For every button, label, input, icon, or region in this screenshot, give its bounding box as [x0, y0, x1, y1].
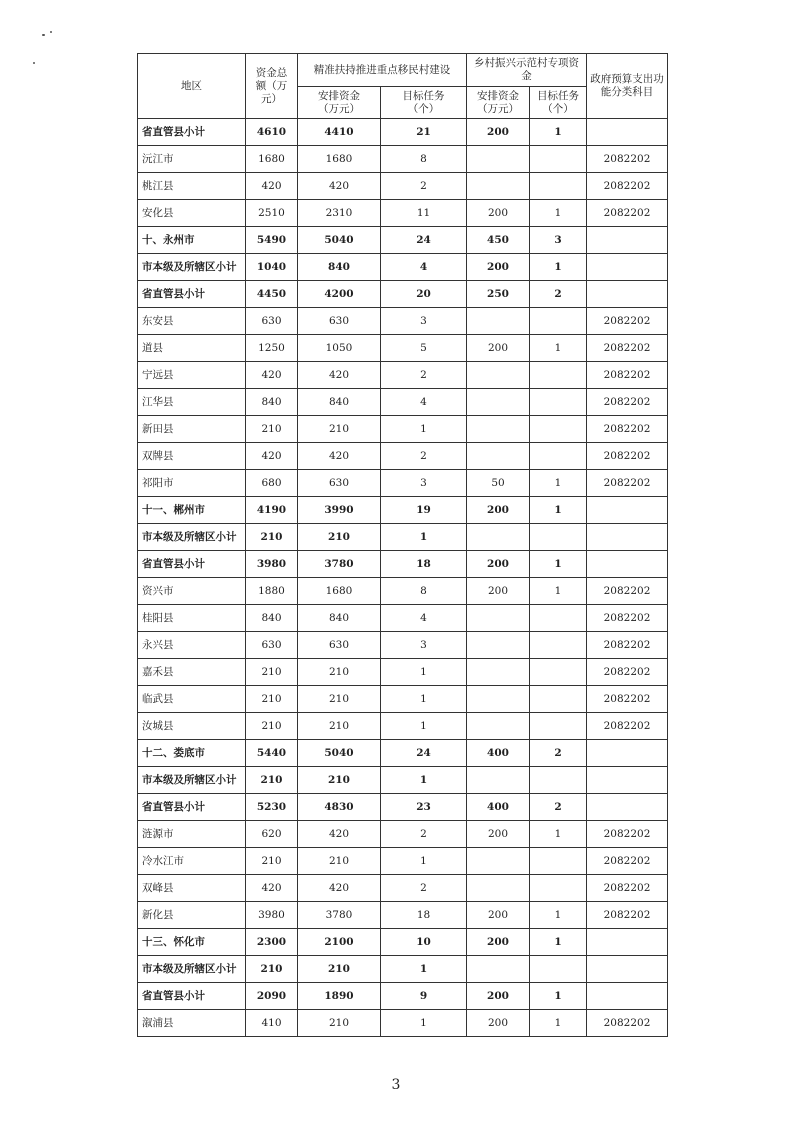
cell-g2-funds: [467, 956, 530, 983]
scan-speck: [50, 31, 52, 33]
cell-g2-funds: 200: [467, 497, 530, 524]
cell-region: 宁远县: [138, 362, 246, 389]
cell-total: 210: [246, 956, 298, 983]
cell-g2-funds: [467, 632, 530, 659]
cell-code: 2082202: [587, 200, 668, 227]
table-row: [138, 254, 668, 281]
cell-g2-funds: [467, 767, 530, 794]
cell-g2-funds: [467, 443, 530, 470]
cell-g1-tasks: 2: [381, 821, 467, 848]
cell-region: 汝城县: [138, 713, 246, 740]
cell-code: 2082202: [587, 713, 668, 740]
cell-g1-tasks: 19: [381, 497, 467, 524]
cell-total: 420: [246, 173, 298, 200]
cell-g2-funds: 200: [467, 335, 530, 362]
cell-code: [587, 524, 668, 551]
cell-g2-tasks: 1: [530, 902, 587, 929]
cell-code: 2082202: [587, 902, 668, 929]
cell-code: 2082202: [587, 443, 668, 470]
table-row: [138, 578, 668, 605]
cell-code: 2082202: [587, 821, 668, 848]
table-row: [138, 902, 668, 929]
cell-code: 2082202: [587, 389, 668, 416]
cell-g1-funds: 210: [298, 713, 381, 740]
header-g1-funds: 安排资金（万元）: [298, 87, 381, 119]
cell-code: 2082202: [587, 578, 668, 605]
cell-code: [587, 983, 668, 1010]
cell-total: 410: [246, 1010, 298, 1037]
cell-g1-funds: 420: [298, 821, 381, 848]
cell-g2-funds: [467, 416, 530, 443]
cell-region: 涟源市: [138, 821, 246, 848]
cell-g1-tasks: 1: [381, 659, 467, 686]
cell-g1-tasks: 5: [381, 335, 467, 362]
cell-code: 2082202: [587, 1010, 668, 1037]
cell-region: 市本级及所辖区小计: [138, 254, 246, 281]
cell-g2-tasks: [530, 443, 587, 470]
cell-g2-tasks: [530, 308, 587, 335]
table-row: [138, 551, 668, 578]
cell-total: 1040: [246, 254, 298, 281]
cell-g2-funds: 200: [467, 578, 530, 605]
cell-g1-tasks: 3: [381, 470, 467, 497]
cell-code: [587, 767, 668, 794]
scan-speck: [42, 34, 45, 36]
cell-g2-funds: 200: [467, 551, 530, 578]
cell-region: 冷水江市: [138, 848, 246, 875]
cell-g2-funds: 200: [467, 929, 530, 956]
cell-total: 210: [246, 659, 298, 686]
cell-g2-funds: [467, 362, 530, 389]
cell-g2-tasks: 1: [530, 497, 587, 524]
cell-region: 桃江县: [138, 173, 246, 200]
cell-total: 840: [246, 605, 298, 632]
cell-code: 2082202: [587, 659, 668, 686]
cell-region: 临武县: [138, 686, 246, 713]
cell-region: 双牌县: [138, 443, 246, 470]
table-row: [138, 983, 668, 1010]
cell-g1-tasks: 3: [381, 308, 467, 335]
cell-code: 2082202: [587, 173, 668, 200]
cell-g1-funds: 210: [298, 848, 381, 875]
cell-region: 省直管县小计: [138, 551, 246, 578]
cell-g1-funds: 210: [298, 767, 381, 794]
table-row: [138, 767, 668, 794]
header-resettlement-village-group: 精准扶持推进重点移民村建设: [298, 54, 467, 87]
cell-g2-tasks: 1: [530, 470, 587, 497]
table-row: [138, 686, 668, 713]
cell-total: 1680: [246, 146, 298, 173]
cell-g1-funds: 3780: [298, 551, 381, 578]
cell-g1-funds: 4410: [298, 119, 381, 146]
table-row: [138, 821, 668, 848]
cell-region: 市本级及所辖区小计: [138, 767, 246, 794]
cell-code: [587, 794, 668, 821]
table-row: [138, 443, 668, 470]
cell-g2-tasks: 3: [530, 227, 587, 254]
cell-g2-tasks: 2: [530, 794, 587, 821]
cell-g1-funds: 210: [298, 1010, 381, 1037]
cell-g2-funds: 200: [467, 902, 530, 929]
cell-total: 5440: [246, 740, 298, 767]
cell-g1-funds: 4830: [298, 794, 381, 821]
cell-g2-tasks: [530, 146, 587, 173]
cell-total: 210: [246, 767, 298, 794]
cell-region: 新田县: [138, 416, 246, 443]
cell-g1-tasks: 20: [381, 281, 467, 308]
cell-region: 江华县: [138, 389, 246, 416]
table-row: [138, 470, 668, 497]
cell-g2-tasks: 1: [530, 551, 587, 578]
scan-speck: [33, 62, 35, 64]
table-row: [138, 146, 668, 173]
cell-g2-tasks: [530, 362, 587, 389]
cell-g2-tasks: 1: [530, 821, 587, 848]
cell-total: 210: [246, 713, 298, 740]
cell-g1-funds: 3780: [298, 902, 381, 929]
cell-g1-tasks: 18: [381, 551, 467, 578]
cell-g1-tasks: 2: [381, 875, 467, 902]
cell-g1-tasks: 3: [381, 632, 467, 659]
cell-region: 省直管县小计: [138, 281, 246, 308]
cell-g2-tasks: [530, 416, 587, 443]
cell-region: 十一、郴州市: [138, 497, 246, 524]
cell-total: 210: [246, 686, 298, 713]
cell-code: [587, 254, 668, 281]
cell-g1-funds: 630: [298, 470, 381, 497]
cell-g2-tasks: [530, 956, 587, 983]
header-total-funds: 资金总额（万元）: [246, 54, 298, 119]
cell-g1-funds: 1680: [298, 146, 381, 173]
cell-g1-tasks: 1: [381, 416, 467, 443]
table-row: [138, 119, 668, 146]
cell-g1-funds: 840: [298, 389, 381, 416]
cell-code: [587, 740, 668, 767]
cell-total: 420: [246, 875, 298, 902]
cell-region: 双峰县: [138, 875, 246, 902]
cell-total: 210: [246, 416, 298, 443]
cell-g2-tasks: 1: [530, 119, 587, 146]
header-region: 地区: [138, 54, 246, 119]
cell-region: 市本级及所辖区小计: [138, 524, 246, 551]
cell-g2-funds: 200: [467, 821, 530, 848]
table-row: [138, 632, 668, 659]
table-row: [138, 281, 668, 308]
cell-code: [587, 956, 668, 983]
cell-g2-tasks: 1: [530, 254, 587, 281]
cell-code: 2082202: [587, 308, 668, 335]
cell-g1-tasks: 1: [381, 767, 467, 794]
cell-g1-tasks: 10: [381, 929, 467, 956]
cell-g2-tasks: 1: [530, 335, 587, 362]
cell-g2-funds: 200: [467, 983, 530, 1010]
cell-total: 2510: [246, 200, 298, 227]
table-row: [138, 173, 668, 200]
cell-g1-tasks: 21: [381, 119, 467, 146]
cell-code: 2082202: [587, 335, 668, 362]
cell-total: 3980: [246, 902, 298, 929]
cell-total: 620: [246, 821, 298, 848]
cell-g2-funds: 200: [467, 1010, 530, 1037]
cell-code: 2082202: [587, 146, 668, 173]
table-row: [138, 497, 668, 524]
cell-code: [587, 281, 668, 308]
cell-g2-tasks: 1: [530, 200, 587, 227]
cell-region: 省直管县小计: [138, 119, 246, 146]
header-budget-code: 政府预算支出功能分类科目: [587, 54, 668, 119]
cell-g1-tasks: 24: [381, 227, 467, 254]
cell-g2-funds: 400: [467, 794, 530, 821]
cell-g1-funds: 420: [298, 875, 381, 902]
table-row: [138, 389, 668, 416]
cell-g2-funds: [467, 173, 530, 200]
cell-g1-tasks: 8: [381, 578, 467, 605]
cell-g2-tasks: [530, 605, 587, 632]
cell-total: 1880: [246, 578, 298, 605]
header-g1-tasks: 目标任务（个）: [381, 87, 467, 119]
table-row: [138, 794, 668, 821]
cell-g2-tasks: [530, 767, 587, 794]
cell-g1-tasks: 24: [381, 740, 467, 767]
cell-g2-tasks: 2: [530, 740, 587, 767]
cell-g1-funds: 4200: [298, 281, 381, 308]
cell-g1-funds: 1050: [298, 335, 381, 362]
cell-g1-tasks: 11: [381, 200, 467, 227]
table-row: [138, 1010, 668, 1037]
cell-g1-tasks: 2: [381, 443, 467, 470]
cell-total: 630: [246, 632, 298, 659]
cell-region: 十、永州市: [138, 227, 246, 254]
cell-region: 十三、怀化市: [138, 929, 246, 956]
cell-g1-tasks: 1: [381, 524, 467, 551]
cell-g1-tasks: 1: [381, 956, 467, 983]
cell-g1-funds: 210: [298, 956, 381, 983]
cell-g1-funds: 420: [298, 362, 381, 389]
cell-total: 420: [246, 443, 298, 470]
cell-g2-tasks: [530, 848, 587, 875]
table-row: [138, 605, 668, 632]
cell-g1-funds: 3990: [298, 497, 381, 524]
cell-g2-funds: [467, 713, 530, 740]
cell-code: 2082202: [587, 848, 668, 875]
cell-g2-tasks: 1: [530, 983, 587, 1010]
cell-g1-funds: 840: [298, 254, 381, 281]
cell-g1-funds: 210: [298, 659, 381, 686]
cell-total: 4450: [246, 281, 298, 308]
cell-code: 2082202: [587, 605, 668, 632]
cell-code: 2082202: [587, 686, 668, 713]
cell-code: [587, 119, 668, 146]
cell-code: [587, 227, 668, 254]
cell-g2-tasks: [530, 173, 587, 200]
cell-region: 沅江市: [138, 146, 246, 173]
cell-code: [587, 929, 668, 956]
cell-g2-funds: [467, 605, 530, 632]
cell-region: 桂阳县: [138, 605, 246, 632]
cell-g2-tasks: [530, 632, 587, 659]
cell-total: 630: [246, 308, 298, 335]
cell-g2-funds: 200: [467, 254, 530, 281]
table-row: [138, 740, 668, 767]
cell-total: 4610: [246, 119, 298, 146]
cell-g1-funds: 5040: [298, 740, 381, 767]
cell-region: 溆浦县: [138, 1010, 246, 1037]
cell-g1-tasks: 1: [381, 1010, 467, 1037]
table-row: [138, 335, 668, 362]
cell-g1-funds: 2100: [298, 929, 381, 956]
cell-total: 210: [246, 524, 298, 551]
cell-total: 420: [246, 362, 298, 389]
cell-g1-tasks: 4: [381, 605, 467, 632]
cell-g2-funds: [467, 308, 530, 335]
cell-g2-tasks: 1: [530, 929, 587, 956]
header-g2-tasks: 目标任务（个）: [530, 87, 587, 119]
cell-g1-funds: 1680: [298, 578, 381, 605]
cell-g1-tasks: 8: [381, 146, 467, 173]
cell-region: 省直管县小计: [138, 794, 246, 821]
cell-g2-funds: [467, 659, 530, 686]
cell-code: [587, 551, 668, 578]
cell-total: 1250: [246, 335, 298, 362]
cell-region: 安化县: [138, 200, 246, 227]
cell-total: 5490: [246, 227, 298, 254]
cell-region: 道县: [138, 335, 246, 362]
table-row: [138, 308, 668, 335]
cell-g2-tasks: [530, 686, 587, 713]
page-number: 3: [391, 1077, 401, 1093]
table-row: [138, 929, 668, 956]
cell-g2-tasks: 1: [530, 578, 587, 605]
cell-region: 东安县: [138, 308, 246, 335]
cell-g1-tasks: 4: [381, 254, 467, 281]
cell-g1-funds: 420: [298, 443, 381, 470]
cell-g2-tasks: [530, 524, 587, 551]
cell-g1-tasks: 1: [381, 713, 467, 740]
cell-g2-tasks: [530, 875, 587, 902]
table-row: [138, 875, 668, 902]
cell-region: 永兴县: [138, 632, 246, 659]
funds-allocation-table: [137, 53, 668, 1037]
cell-total: 3980: [246, 551, 298, 578]
cell-g2-funds: [467, 875, 530, 902]
cell-g2-funds: 200: [467, 200, 530, 227]
table-row: [138, 416, 668, 443]
cell-g2-funds: [467, 848, 530, 875]
cell-code: 2082202: [587, 875, 668, 902]
cell-code: 2082202: [587, 416, 668, 443]
cell-region: 资兴市: [138, 578, 246, 605]
cell-g2-funds: 450: [467, 227, 530, 254]
table-row: [138, 362, 668, 389]
cell-code: 2082202: [587, 470, 668, 497]
table-row: [138, 524, 668, 551]
table-row: [138, 659, 668, 686]
cell-g1-funds: 630: [298, 632, 381, 659]
table-row: [138, 227, 668, 254]
cell-g1-funds: 630: [298, 308, 381, 335]
cell-g2-funds: 250: [467, 281, 530, 308]
cell-g2-tasks: [530, 389, 587, 416]
cell-g1-funds: 210: [298, 524, 381, 551]
cell-total: 5230: [246, 794, 298, 821]
cell-g1-tasks: 18: [381, 902, 467, 929]
header-g2-funds: 安排资金（万元）: [467, 87, 530, 119]
cell-g1-funds: 5040: [298, 227, 381, 254]
cell-g1-funds: 210: [298, 416, 381, 443]
cell-g2-funds: 50: [467, 470, 530, 497]
cell-total: 4190: [246, 497, 298, 524]
cell-g2-funds: [467, 686, 530, 713]
cell-g1-tasks: 1: [381, 686, 467, 713]
cell-g1-funds: 210: [298, 686, 381, 713]
cell-g2-funds: [467, 146, 530, 173]
cell-g1-funds: 420: [298, 173, 381, 200]
cell-g1-funds: 2310: [298, 200, 381, 227]
cell-region: 嘉禾县: [138, 659, 246, 686]
cell-code: [587, 497, 668, 524]
cell-g2-funds: [467, 389, 530, 416]
table-row: [138, 848, 668, 875]
cell-total: 2300: [246, 929, 298, 956]
cell-g1-tasks: 2: [381, 173, 467, 200]
cell-g1-funds: 1890: [298, 983, 381, 1010]
table-row: [138, 200, 668, 227]
cell-g1-tasks: 4: [381, 389, 467, 416]
table-row: [138, 713, 668, 740]
cell-g2-tasks: 1: [530, 1010, 587, 1037]
cell-g2-funds: 200: [467, 119, 530, 146]
cell-g2-tasks: [530, 713, 587, 740]
cell-g1-tasks: 1: [381, 848, 467, 875]
cell-code: 2082202: [587, 362, 668, 389]
cell-g1-tasks: 23: [381, 794, 467, 821]
cell-region: 十二、娄底市: [138, 740, 246, 767]
cell-region: 祁阳市: [138, 470, 246, 497]
cell-g2-tasks: 2: [530, 281, 587, 308]
cell-total: 2090: [246, 983, 298, 1010]
cell-g2-tasks: [530, 659, 587, 686]
cell-region: 市本级及所辖区小计: [138, 956, 246, 983]
cell-total: 840: [246, 389, 298, 416]
cell-region: 新化县: [138, 902, 246, 929]
cell-g2-funds: 400: [467, 740, 530, 767]
cell-g2-funds: [467, 524, 530, 551]
table-body: [138, 119, 668, 1037]
table-row: [138, 956, 668, 983]
cell-g1-funds: 840: [298, 605, 381, 632]
header-rural-revitalization-group: 乡村振兴示范村专项资金: [467, 54, 587, 87]
cell-total: 680: [246, 470, 298, 497]
cell-region: 省直管县小计: [138, 983, 246, 1010]
cell-total: 210: [246, 848, 298, 875]
cell-g1-tasks: 9: [381, 983, 467, 1010]
cell-g1-tasks: 2: [381, 362, 467, 389]
cell-code: 2082202: [587, 632, 668, 659]
